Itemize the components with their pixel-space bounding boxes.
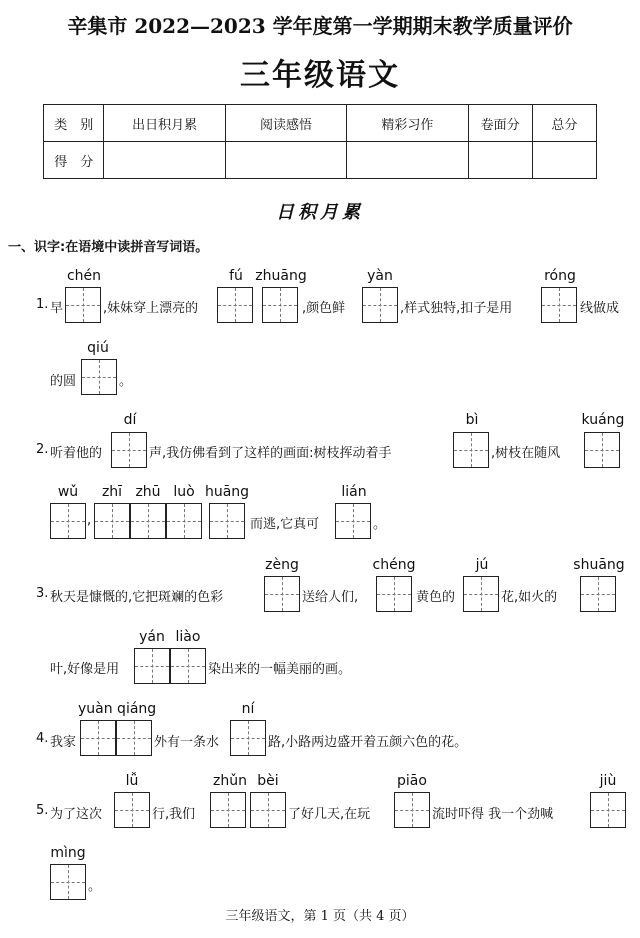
question-title: 一、识字:在语境中读拼音写词语。 xyxy=(8,240,209,255)
score-table-cell: 得 分 xyxy=(44,142,104,179)
writing-box[interactable] xyxy=(264,576,300,612)
pinyin-label: lián xyxy=(341,484,367,500)
score-input-cell[interactable] xyxy=(225,142,346,179)
sentence-text: 声,我仿佛看到了这样的画面:树枝挥动着手 xyxy=(149,446,392,461)
pinyin-label: lǚ xyxy=(125,773,139,789)
writing-box[interactable] xyxy=(590,792,626,828)
score-table-cell: 阅读感悟 xyxy=(225,105,346,142)
sentence-text: 早 xyxy=(50,301,64,316)
writing-box[interactable] xyxy=(50,864,86,900)
writing-box[interactable] xyxy=(376,576,412,612)
pinyin-label: fú xyxy=(229,268,243,284)
writing-box[interactable] xyxy=(230,720,266,756)
sentence-text: ,样式独特,扣子是用 xyxy=(400,301,513,316)
pinyin-label: kuáng xyxy=(581,412,625,428)
sentence-text: 的圆 xyxy=(50,374,77,389)
writing-box[interactable] xyxy=(210,792,246,828)
pinyin-label: jiù xyxy=(599,773,617,789)
writing-box[interactable] xyxy=(65,287,101,323)
sentence-number: 4. xyxy=(36,731,49,746)
sentence-text: ,颜色鲜 xyxy=(302,301,346,316)
score-table-cell: 卷面分 xyxy=(468,105,532,142)
writing-box[interactable] xyxy=(362,287,398,323)
score-input-cell[interactable] xyxy=(104,142,225,179)
pinyin-label: jú xyxy=(475,557,489,573)
sentence-text: 线做成 xyxy=(580,301,620,316)
sentence-text: 秋天是慷慨的,它把斑斓的色彩 xyxy=(50,590,224,605)
score-input-cell[interactable] xyxy=(347,142,468,179)
writing-box[interactable] xyxy=(50,503,86,539)
pinyin-label: chéng xyxy=(372,557,416,573)
exam-subject-title: 三年级语文 xyxy=(240,58,400,93)
sentence-text: 送给人们, xyxy=(302,590,359,605)
writing-box[interactable] xyxy=(250,792,286,828)
pinyin-label: dí xyxy=(123,412,137,428)
sentence-text: 叶,好像是用 xyxy=(50,662,120,677)
pinyin-label: róng xyxy=(544,268,576,284)
writing-box[interactable] xyxy=(80,720,116,756)
sentence-text: 听着他的 xyxy=(50,446,103,461)
pinyin-label: luò xyxy=(173,484,195,500)
writing-box[interactable] xyxy=(94,503,130,539)
pinyin-label: zhī xyxy=(101,484,123,500)
pinyin-label: yuàn qiáng xyxy=(78,701,157,717)
sentence-text: 花,如火的 xyxy=(501,590,558,605)
writing-box[interactable] xyxy=(166,503,202,539)
sentence-text: ,妹妹穿上漂亮的 xyxy=(103,301,199,316)
writing-box[interactable] xyxy=(116,720,152,756)
writing-box[interactable] xyxy=(114,792,150,828)
pinyin-label: bì xyxy=(465,412,479,428)
writing-box[interactable] xyxy=(580,576,616,612)
writing-box[interactable] xyxy=(463,576,499,612)
score-table-cell: 出日积月累 xyxy=(104,105,225,142)
sentence-text: 。 xyxy=(119,374,133,389)
sentence-number: 5. xyxy=(36,803,49,818)
sentence-text: ,树枝在随风 xyxy=(491,446,561,461)
pinyin-label: qiú xyxy=(87,340,109,356)
score-table-cell: 精彩习作 xyxy=(347,105,468,142)
score-table-header-row xyxy=(44,105,597,142)
pinyin-label: piāo xyxy=(397,773,427,789)
writing-box[interactable] xyxy=(453,432,489,468)
score-table-cell: 类 别 xyxy=(44,105,104,142)
writing-box[interactable] xyxy=(394,792,430,828)
sentence-number: 1. xyxy=(36,297,49,312)
sentence-text: , xyxy=(87,513,92,528)
exam-header-title: 辛集市 2022—2023 学年度第一学期期末教学质量评价 xyxy=(67,14,573,38)
pinyin-label: mìng xyxy=(50,845,86,861)
pinyin-label: zhū xyxy=(135,484,161,500)
pinyin-label: huāng xyxy=(204,484,250,500)
sentence-text: 染出来的一幅美丽的画。 xyxy=(208,662,352,677)
sentence-text: 而逃,它真可 xyxy=(250,517,320,532)
writing-box[interactable] xyxy=(130,503,166,539)
score-table-score-row xyxy=(44,142,597,179)
pinyin-label: zèng xyxy=(265,557,299,573)
sentence-text: 黄色的 xyxy=(416,590,456,605)
writing-box[interactable] xyxy=(134,648,170,684)
score-table-cell: 总分 xyxy=(532,105,596,142)
writing-box[interactable] xyxy=(541,287,577,323)
writing-box[interactable] xyxy=(262,287,298,323)
writing-box[interactable] xyxy=(170,648,206,684)
sentence-text: 。 xyxy=(373,517,387,532)
pinyin-label: zhǔn xyxy=(213,773,247,789)
writing-box[interactable] xyxy=(81,359,117,395)
sentence-text: 路,小路两边盛开着五颜六色的花。 xyxy=(268,735,468,750)
sentence-text: 我家 xyxy=(50,735,77,750)
writing-box[interactable] xyxy=(584,432,620,468)
sentence-text: 外有一条水 xyxy=(154,735,220,750)
pinyin-label: yán xyxy=(139,629,165,645)
sentence-text: 为了这次 xyxy=(50,807,103,822)
page-footer: 三年级语文，第 1 页（共 4 页） xyxy=(225,909,415,924)
score-input-cell[interactable] xyxy=(532,142,596,179)
pinyin-label: bèi xyxy=(257,773,279,789)
pinyin-label: yàn xyxy=(367,268,393,284)
score-table xyxy=(43,104,597,179)
section-title: 日积月累 xyxy=(276,202,364,223)
sentence-number: 3. xyxy=(36,586,49,601)
writing-box[interactable] xyxy=(111,432,147,468)
writing-box[interactable] xyxy=(209,503,245,539)
score-input-cell[interactable] xyxy=(468,142,532,179)
sentence-number: 2. xyxy=(36,442,49,457)
writing-box[interactable] xyxy=(335,503,371,539)
pinyin-label: ní xyxy=(241,701,255,717)
pinyin-label: chén xyxy=(66,268,102,284)
pinyin-label: wǔ xyxy=(57,484,79,500)
pinyin-label: liào xyxy=(175,629,201,645)
pinyin-label: zhuāng xyxy=(255,268,307,284)
pinyin-label: shuāng xyxy=(573,557,625,573)
sentence-text: 流时吓得 我一个劲喊 xyxy=(432,807,554,822)
writing-box[interactable] xyxy=(217,287,253,323)
sentence-text: 行,我们 xyxy=(152,807,196,822)
sentence-text: 了好几天,在玩 xyxy=(288,807,371,822)
sentence-text: 。 xyxy=(88,879,102,894)
